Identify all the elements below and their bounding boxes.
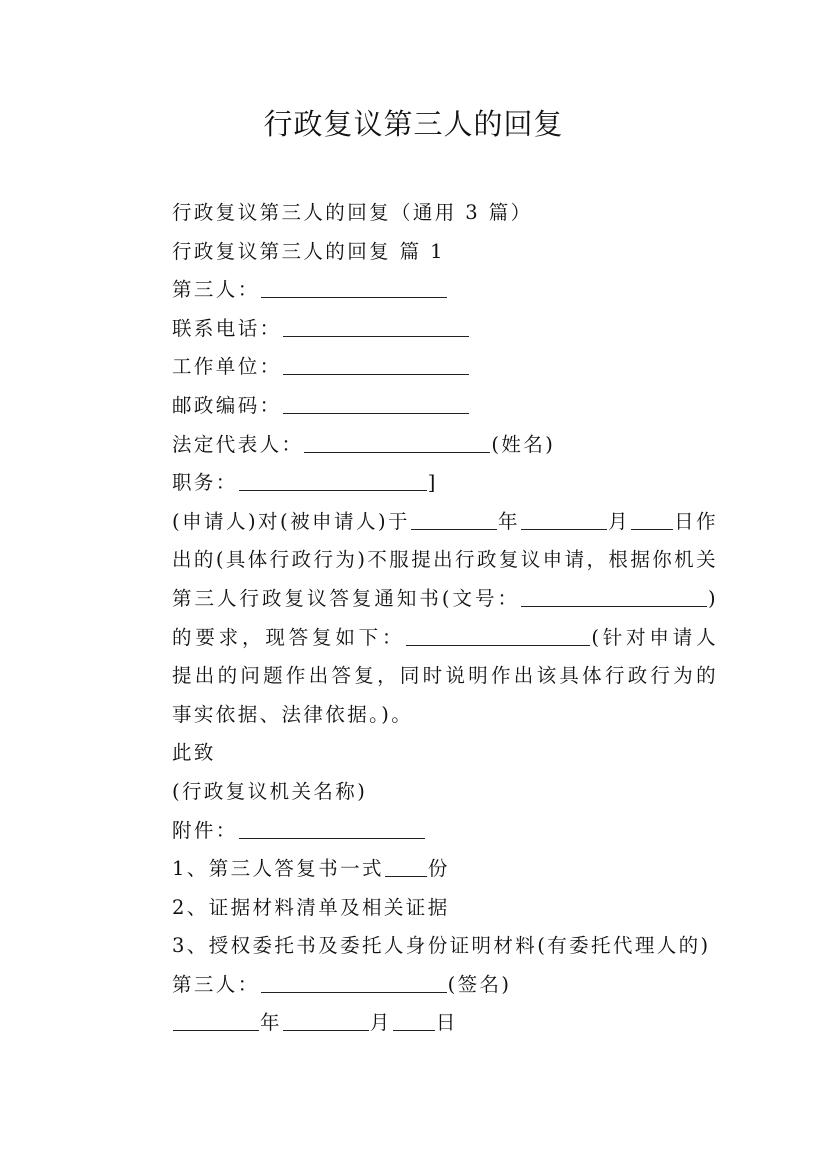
postal-code-blank <box>283 394 469 414</box>
date-month: 月 <box>369 1011 392 1035</box>
signature-label: 第三人： <box>172 972 260 996</box>
body-part4: (针对申请人提出的问题作出答复，同时说明作出该具体行政行为的事实依据、法律依据。)。 <box>172 625 718 726</box>
body-year: 年 <box>497 509 521 533</box>
month-blank <box>521 510 607 530</box>
attachments-blank <box>239 819 425 839</box>
body-part3: )的要求，现答复如下： <box>172 586 718 649</box>
legal-rep-blank <box>304 433 490 453</box>
subtitle: 行政复议第三人的回复（通用 3 篇） <box>172 201 533 224</box>
position-field <box>128 464 718 503</box>
date-year-blank <box>173 1011 259 1031</box>
third-party-blank <box>261 278 447 298</box>
date-day: 日 <box>435 1011 458 1035</box>
document-body <box>128 194 718 1043</box>
body-part2: 作出的(具体行政行为)不服提出行政复议申请，根据你机关第三人行政复议答复通知书(文号： <box>172 509 718 610</box>
postal-code-field <box>128 387 718 426</box>
phone-blank <box>283 317 469 337</box>
year-blank <box>411 510 497 530</box>
body-day: 日 <box>674 509 697 533</box>
doc-number-blank <box>521 587 707 607</box>
legal-rep-label: 法定代表人： <box>172 432 304 456</box>
body-paragraph <box>128 503 718 735</box>
work-unit-blank <box>283 355 469 375</box>
attachments-label: 附件： <box>172 818 238 842</box>
document-title: 行政复议第三人的回复 <box>263 107 564 141</box>
attachment-1-suffix: 份 <box>427 857 450 881</box>
salutation: 此致 <box>172 741 216 765</box>
third-party-field <box>128 271 718 310</box>
work-unit-field <box>128 348 718 387</box>
position-blank <box>239 471 427 491</box>
attachment-1-text: 1、第三人答复书一式 <box>172 857 384 881</box>
phone-label: 联系电话： <box>172 316 282 340</box>
attachments-field <box>128 812 718 851</box>
attachment-item-3: 3、授权委托书及委托人身份证明材料(有委托代理人的) <box>172 934 711 958</box>
attachment-item-1 <box>128 850 718 889</box>
legal-rep-suffix: (姓名) <box>491 432 556 456</box>
body-month: 月 <box>608 509 631 533</box>
date-field <box>128 1004 718 1043</box>
position-suffix: ] <box>427 471 438 495</box>
body-part1: (申请人)对(被申请人)于 <box>172 509 410 533</box>
work-unit-label: 工作单位： <box>172 355 282 379</box>
copies-blank <box>385 857 427 877</box>
date-day-blank <box>393 1011 435 1031</box>
signature-blank <box>261 973 447 993</box>
signature-field <box>128 966 718 1005</box>
day-blank <box>631 510 673 530</box>
date-month-blank <box>283 1011 369 1031</box>
legal-rep-field <box>128 426 718 465</box>
postal-code-label: 邮政编码： <box>172 393 282 417</box>
phone-field <box>128 310 718 349</box>
position-label: 职务： <box>172 471 238 495</box>
section-heading: 行政复议第三人的回复 篇 1 <box>172 239 445 263</box>
recipient: (行政复议机关名称) <box>172 779 368 803</box>
reply-blank <box>406 626 590 646</box>
signature-suffix: (签名) <box>447 972 512 996</box>
date-year: 年 <box>260 1011 282 1035</box>
attachment-item-2: 2、证据材料清单及相关证据 <box>172 895 450 919</box>
third-party-label: 第三人： <box>172 278 260 302</box>
